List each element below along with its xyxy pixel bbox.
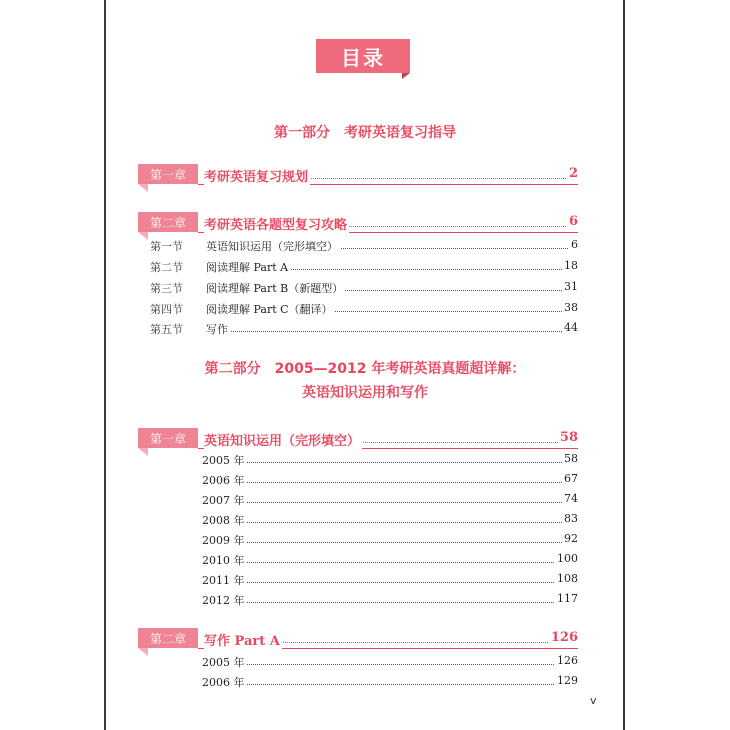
leader-dots xyxy=(202,462,578,463)
leader-dots xyxy=(202,502,578,503)
year-label: 2007 年 xyxy=(202,494,245,507)
year-page: 67 xyxy=(564,472,578,485)
leader-dots xyxy=(202,482,578,483)
year-page: 83 xyxy=(564,512,578,525)
year-page: 74 xyxy=(564,492,578,505)
toc-chapter-row[interactable] xyxy=(138,628,578,650)
year-page: 126 xyxy=(557,654,578,667)
leader-dots xyxy=(202,684,578,685)
chapter-tag-fold xyxy=(138,184,148,192)
section-page: 18 xyxy=(564,259,578,272)
section-page: 31 xyxy=(564,280,578,293)
year-page: 108 xyxy=(557,572,578,585)
year-page: 100 xyxy=(557,552,578,565)
toc-title: 目录 xyxy=(316,39,410,73)
year-label: 2009 年 xyxy=(202,534,245,547)
chapter-tag-fold xyxy=(138,448,148,456)
section-page: 44 xyxy=(564,321,578,334)
chapter-title: 写作 Part A xyxy=(204,630,282,649)
chapter-page: 2 xyxy=(568,166,578,181)
section-page: 38 xyxy=(564,301,578,314)
toc-year-row[interactable] xyxy=(202,472,578,490)
section-title: 写作 xyxy=(206,323,228,336)
section-title: 阅读理解 Part B（新题型） xyxy=(206,282,344,295)
toc-year-row[interactable] xyxy=(202,572,578,590)
section-number: 第五节 xyxy=(150,323,183,336)
toc-year-row[interactable] xyxy=(202,532,578,550)
part1-heading: 第一部分 考研英语复习指导 xyxy=(274,125,456,141)
section-number: 第二节 xyxy=(150,261,183,274)
year-label: 2005 年 xyxy=(202,454,245,467)
year-page: 129 xyxy=(557,674,578,687)
leader-dots xyxy=(202,562,578,563)
leader-dots xyxy=(202,664,578,665)
leader-dots xyxy=(206,331,578,332)
year-page: 58 xyxy=(564,452,578,465)
toc-year-row[interactable] xyxy=(202,552,578,570)
page-number: v xyxy=(590,694,597,707)
toc-year-row[interactable] xyxy=(202,452,578,470)
toc-section-row[interactable] xyxy=(150,238,578,256)
toc-year-row[interactable] xyxy=(202,592,578,610)
year-label: 2008 年 xyxy=(202,514,245,527)
year-label: 2006 年 xyxy=(202,676,245,689)
toc-section-row[interactable] xyxy=(150,301,578,319)
toc-section-row[interactable] xyxy=(150,259,578,277)
chapter-title: 考研英语复习规划 xyxy=(204,166,310,185)
title-banner-fold xyxy=(402,73,410,79)
chapter-tag: 第一章 xyxy=(138,428,198,448)
year-label: 2006 年 xyxy=(202,474,245,487)
chapter-tag: 第二章 xyxy=(138,212,198,232)
chapter-tag: 第二章 xyxy=(138,628,198,648)
section-title: 阅读理解 Part C（翻译） xyxy=(206,303,333,316)
year-label: 2012 年 xyxy=(202,594,245,607)
chapter-tag-fold xyxy=(138,232,148,240)
part2-heading-line2: 英语知识运用和写作 xyxy=(302,385,428,401)
toc-section-row[interactable] xyxy=(150,321,578,339)
part2-heading-line1: 第二部分 2005—2012 年考研英语真题超详解： xyxy=(204,361,526,377)
chapter-tag-fold xyxy=(138,648,148,656)
year-page: 92 xyxy=(564,532,578,545)
chapter-page: 6 xyxy=(568,214,578,229)
leader-dots xyxy=(202,602,578,603)
toc-chapter-row[interactable] xyxy=(138,164,578,186)
toc-year-row[interactable] xyxy=(202,674,578,692)
year-label: 2005 年 xyxy=(202,656,245,669)
toc-section-row[interactable] xyxy=(150,280,578,298)
toc-year-row[interactable] xyxy=(202,654,578,672)
chapter-title: 考研英语各题型复习攻略 xyxy=(204,214,349,233)
year-label: 2011 年 xyxy=(202,574,245,587)
toc-year-row[interactable] xyxy=(202,492,578,510)
leader-dots xyxy=(202,542,578,543)
chapter-title: 英语知识运用（完形填空） xyxy=(204,430,362,449)
leader-dots xyxy=(202,522,578,523)
year-page: 117 xyxy=(557,592,578,605)
section-title: 英语知识运用（完形填空） xyxy=(206,240,338,253)
section-page: 6 xyxy=(571,238,578,251)
toc-chapter-row[interactable] xyxy=(138,428,578,450)
section-number: 第四节 xyxy=(150,303,183,316)
year-label: 2010 年 xyxy=(202,554,245,567)
chapter-tag: 第一章 xyxy=(138,164,198,184)
section-title: 阅读理解 Part A xyxy=(206,261,289,274)
section-number: 第三节 xyxy=(150,282,183,295)
chapter-page: 58 xyxy=(559,430,578,445)
section-number: 第一节 xyxy=(150,240,183,253)
chapter-page: 126 xyxy=(550,630,578,645)
toc-chapter-row[interactable] xyxy=(138,212,578,234)
leader-dots xyxy=(202,582,578,583)
toc-year-row[interactable] xyxy=(202,512,578,530)
